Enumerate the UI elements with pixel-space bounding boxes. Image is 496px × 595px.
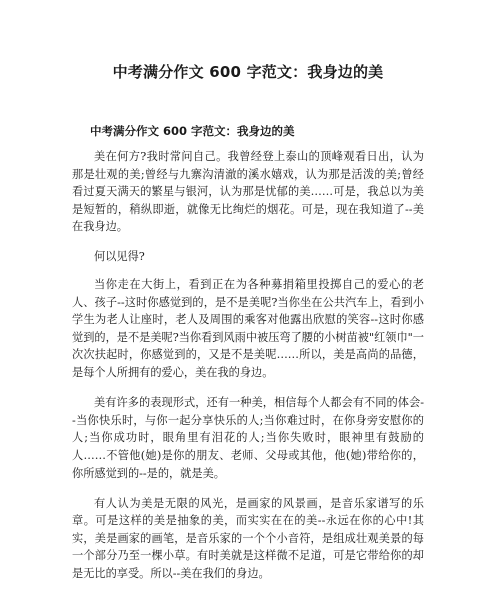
paragraph-4: 美有许多的表现形式，还有一种美，相信每个人都会有不同的体会--当你快乐时，与你一起分享快乐的人;当你难过时，在你身旁安慰你的人;当你成功时，眼角里有泪花的人;当你失败时，眼神里有鼓励的人……不管他(她)是你的朋友、老师、父母或其他，他(她)带给你的，你所感觉到的--是的，就是美。: [72, 396, 424, 480]
paragraph-2: 何以见得?: [94, 250, 145, 264]
paragraph-3: 当你走在大街上，看到正在为各种募捐箱里投掷自己的爱心的老人、孩子--这时你感觉到的，是不是美呢?当你坐在公共汽车上，看到小学生为老人让座时，老人及周围的乘客对他露出欣慰的笑容--这时你感觉到的，是不是美呢?当你看到风雨中被压弯了腰的小树苗被"红领巾"一次次扶起时，你感觉到的，又是不是美呢……所以，美是高尚的品德，是每个人所拥有的爱心，美在我的身边。: [72, 278, 424, 380]
document-title: 中考满分作文 600 字范文：我身边的美: [112, 63, 384, 81]
paragraph-1: 美在何方?我时常问自己。我曾经登上泰山的顶峰观看日出，认为那是壮观的美;曾经与九寨沟清澈的溪水嬉戏，认为那是活泼的美;曾经看过夏天满天的繁星与银河，认为那是忧郁的美……可是，我总以为美是短暂的，稍纵即逝，就像无比绚烂的烟花。可是，现在我知道了--美在我身边。: [72, 150, 424, 234]
document-body: [72, 122, 424, 595]
section-heading: 中考满分作文 600 字范文：我身边的美: [90, 124, 295, 138]
paragraph-5: 有人认为美是无限的风光，是画家的风景画，是音乐家谱写的乐章。可是这样的美是抽象的美，而实实在在的美--永远在你的心中!其实，美是画家的画笔，是音乐家的一个个小音符，是组成壮观美景的每一个部分乃至一棵小草。有时美就是这样微不足道，可是它带给你的却是无比的享受。所以--美在我们的身边。: [72, 496, 424, 580]
